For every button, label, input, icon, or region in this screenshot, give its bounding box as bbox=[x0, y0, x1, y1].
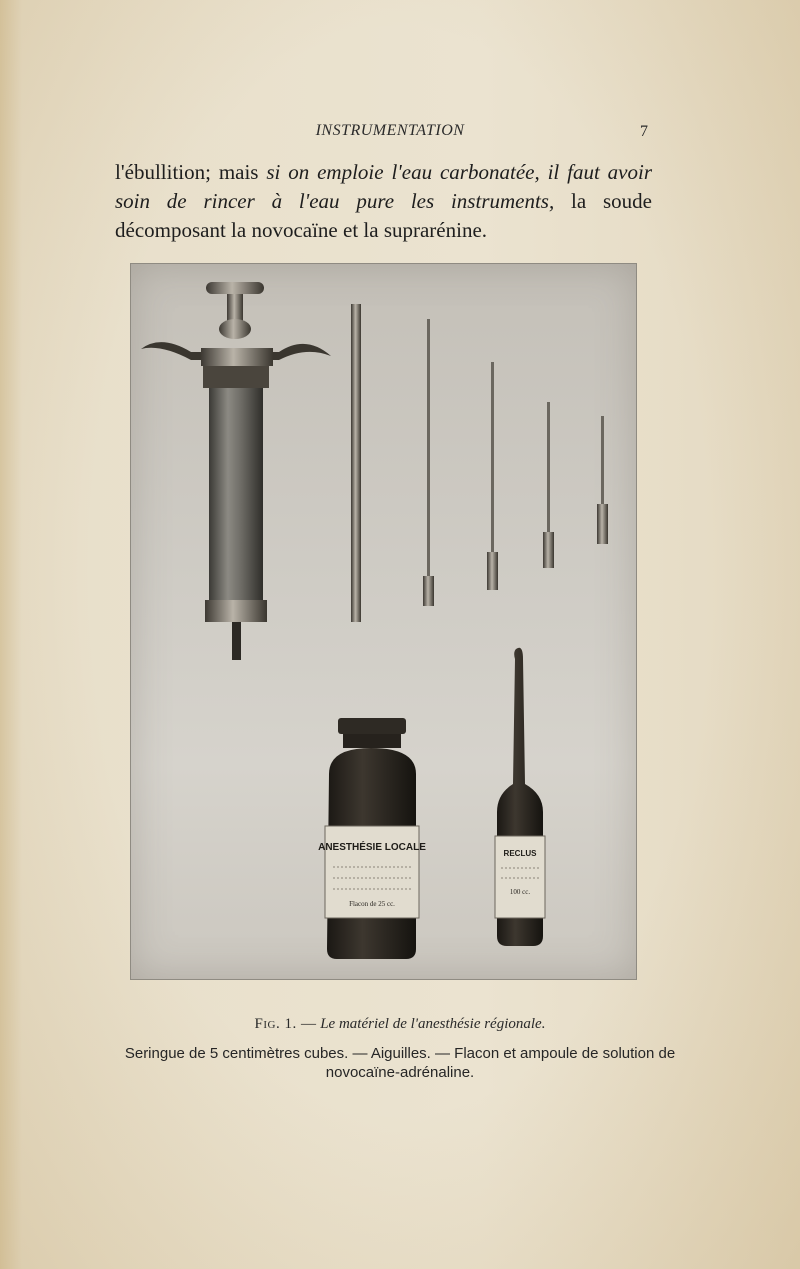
figure-number: Fig. 1. — bbox=[254, 1016, 317, 1032]
syringe bbox=[141, 282, 331, 660]
figure-title: Le matériel de l'anesthésie régionale. bbox=[320, 1016, 546, 1032]
medicine-bottle bbox=[318, 718, 426, 959]
trocar-rod bbox=[351, 304, 361, 622]
ampoule-label-text: RECLUS bbox=[503, 849, 537, 858]
running-head bbox=[0, 122, 800, 144]
ampoule-volume-text: 100 cc. bbox=[509, 888, 531, 896]
figure-caption bbox=[100, 1016, 700, 1033]
needles bbox=[423, 319, 608, 606]
figure-photograph bbox=[130, 263, 637, 980]
body-paragraph bbox=[115, 158, 652, 245]
text-segment-italic: si on emploie l'eau carbonatée, il faut avoir soin de rincer à l'eau pure les instruments, bbox=[115, 160, 652, 213]
page-number: 7 bbox=[640, 123, 648, 140]
bottle-label-text: ANESTHÉSIE LOCALE bbox=[318, 842, 426, 853]
running-title: INSTRUMENTATION bbox=[315, 122, 465, 139]
instruments-illustration bbox=[131, 264, 636, 979]
bottle-volume-text: Flacon de 25 cc. bbox=[349, 900, 395, 908]
figure-legend: Seringue de 5 centimètres cubes. — Aiguilles. — Flacon et ampoule de solution de novocaïne-adrénaline. bbox=[124, 1045, 676, 1081]
ampoule bbox=[495, 648, 545, 946]
text-segment-roman: l'ébullition; mais bbox=[115, 160, 267, 184]
text-segment-roman-end: la soude décomposant la novocaïne et la suprarénine. bbox=[115, 189, 652, 242]
